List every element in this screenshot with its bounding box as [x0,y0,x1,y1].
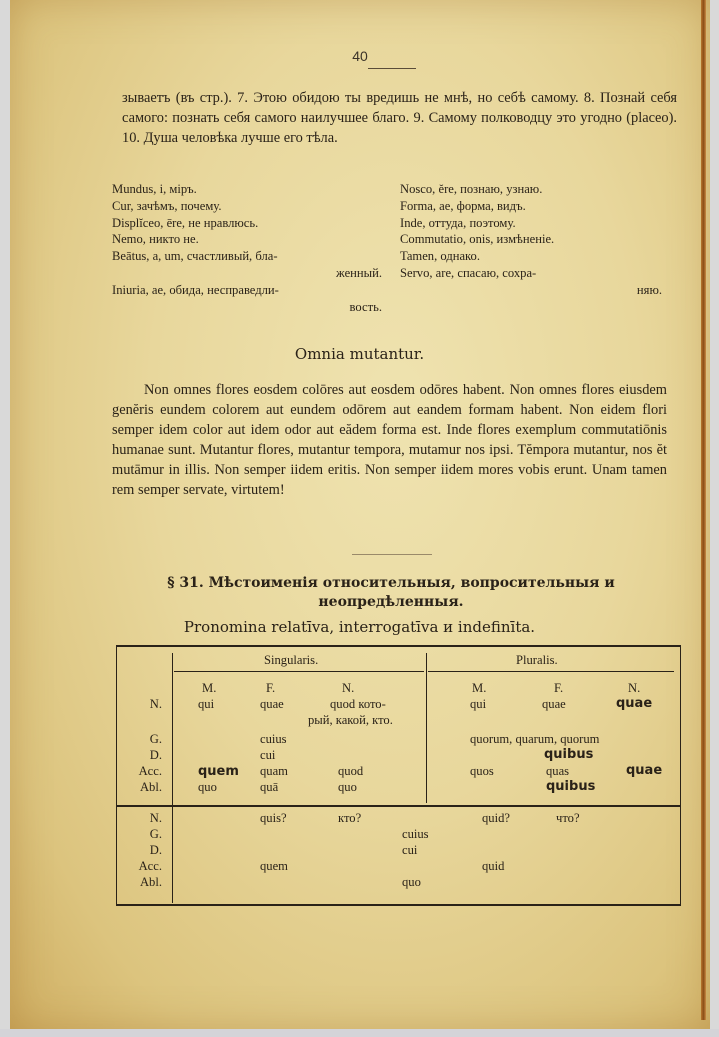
vocab-item: Inde, оттуда, поэтому. [400,215,516,230]
reading-text: Non omnes flores eosdem colōres aut eosdem odōres habent. Non omnes flores eiusdem genĕris eundem colorem aut eundem odōrem aut eandem formam habent. Non eidem flori semper idem color aut idem odor aut eădem forma est. Inde flores exemplum commutatiōnis humanae sunt. Mutantur flores, mutantur tempora, mutamur nos ipsi. Tĕmpora mutantur, nos ĕt mutāmur in illis. Non semper iidem eritis. Non semper iidem mores vobis erunt. Unam tamen rem semper servate, virtutem! [112,382,667,498]
interr-abl: quo [402,875,421,889]
sing-n-f: quae [260,697,284,711]
reading-text-block [112,380,667,500]
gender-label-n: N. [342,681,355,695]
section-subtitle: Pronomina relatīva, interrogatīva и indefinīta. [183,618,536,636]
sing-n-gloss: рый, какой, кто. [308,713,393,727]
sing-n-m: qui [198,697,215,711]
number-divider [426,653,427,803]
singular-header: Singularis. [264,653,319,667]
table-top-border [116,645,681,647]
case-label: N. [149,697,162,711]
gender-label-f: F. [554,681,564,695]
interr-n-masc: quis? [260,811,287,825]
plur-g: quorum, quarum, quorum [470,732,600,746]
section-title [96,574,686,612]
interr-acc-neut: quid [482,859,505,873]
vocab-item: Iniuria, ae, обида, несправедли- [112,282,279,297]
interr-n-masc-gloss: кто? [338,811,362,825]
plural-header-rule [428,671,674,672]
sing-acc-m: quem [198,764,239,779]
sing-n-n: quod кото- [330,697,386,711]
vocab-item: Nemo, никто не. [112,232,199,247]
interr-g: cuius [402,827,429,841]
sing-abl-f: quā [260,780,279,794]
label-column-divider [172,653,173,903]
plur-acc-m: quos [470,764,494,778]
section-divider [352,554,432,555]
plural-header: Pluralis. [516,653,558,667]
page-number-rule [368,68,416,69]
case-label: Acc. [138,764,162,778]
plur-n-n: quae [616,696,653,711]
vocab-item: Displĭceo, ēre, не нравлюсь. [112,215,259,230]
plur-d: quibus [544,747,594,762]
gender-label-m: M. [202,681,217,695]
vocabulary-left-column [112,181,382,315]
book-spine-edge [701,0,706,1020]
intro-paragraph: зываетъ (въ стр.). 7. Этою обидою ты вредишь не мнѣ, но себѣ самому. 8. Познай себя самого: познать себя самого наилучшее благо. 9. Самому полководцу это угодно (placeo). 10. Душа человѣка лучше его тѣла. [122,90,677,146]
case-label: N. [149,811,162,825]
gender-label-n: N. [628,681,641,695]
vocab-item-continuation: женный. [336,265,382,280]
plur-acc-f: quas [546,764,570,778]
case-label: G. [149,732,162,746]
vocab-item-continuation: няю. [636,282,662,297]
vocab-item: Cur, зачѣмъ, почему. [112,198,222,213]
sing-acc-f: quam [260,764,288,778]
vocab-item: Commutatio, onis, измѣненіе. [400,232,555,247]
vocab-item: Forma, ae, форма, видъ. [400,198,526,213]
sing-d: cui [260,748,276,762]
reading-title: Omnia mutantur. [294,345,425,363]
case-label: Abl. [139,875,162,889]
case-label: Acc. [138,859,162,873]
vocab-item: Beātus, a, um, счастливый, бла- [112,249,278,264]
gender-label-f: F. [266,681,276,695]
case-label: D. [149,748,162,762]
pronoun-declension-table [116,645,681,906]
singular-header-rule [174,671,424,672]
vocab-item-continuation: вость. [349,299,382,314]
case-label: Abl. [139,780,162,794]
plur-acc-n: quae [626,763,663,778]
section-title-line1: § 31. Мѣстоименія относительныя, вопросительныя и [167,575,615,591]
plur-n-f: quae [542,697,566,711]
sing-g: cuius [260,732,287,746]
sing-abl-m: quo [198,780,217,794]
table-right-border [680,645,681,906]
vocab-item: Tamen, однако. [400,249,480,264]
interr-d: cui [402,843,418,857]
table-mid-border [116,805,681,807]
sing-abl-n: quo [338,780,357,794]
section-title-line2: неопредѣленныя. [318,594,464,610]
vocab-item: Servo, are, спасаю, сохра- [400,265,537,280]
plur-abl: quibus [546,779,596,794]
intro-paragraph-block [122,88,677,148]
interr-n-neut-gloss: что? [556,811,580,825]
interr-n-neut: quid? [482,811,510,825]
vocabulary-right-column [400,181,662,299]
case-label: D. [149,843,162,857]
vocab-item: Nosco, ĕre, познаю, узнаю. [400,182,543,196]
gender-label-m: M. [472,681,487,695]
table-bottom-border [116,904,681,906]
scan-background-edge [0,1029,719,1037]
page-number: 40 [352,48,368,64]
case-label: G. [149,827,162,841]
sing-acc-n: quod [338,764,364,778]
interr-acc-masc: quem [260,859,288,873]
vocab-item: Mundus, i, міръ. [112,182,197,196]
plur-n-m: qui [470,697,487,711]
